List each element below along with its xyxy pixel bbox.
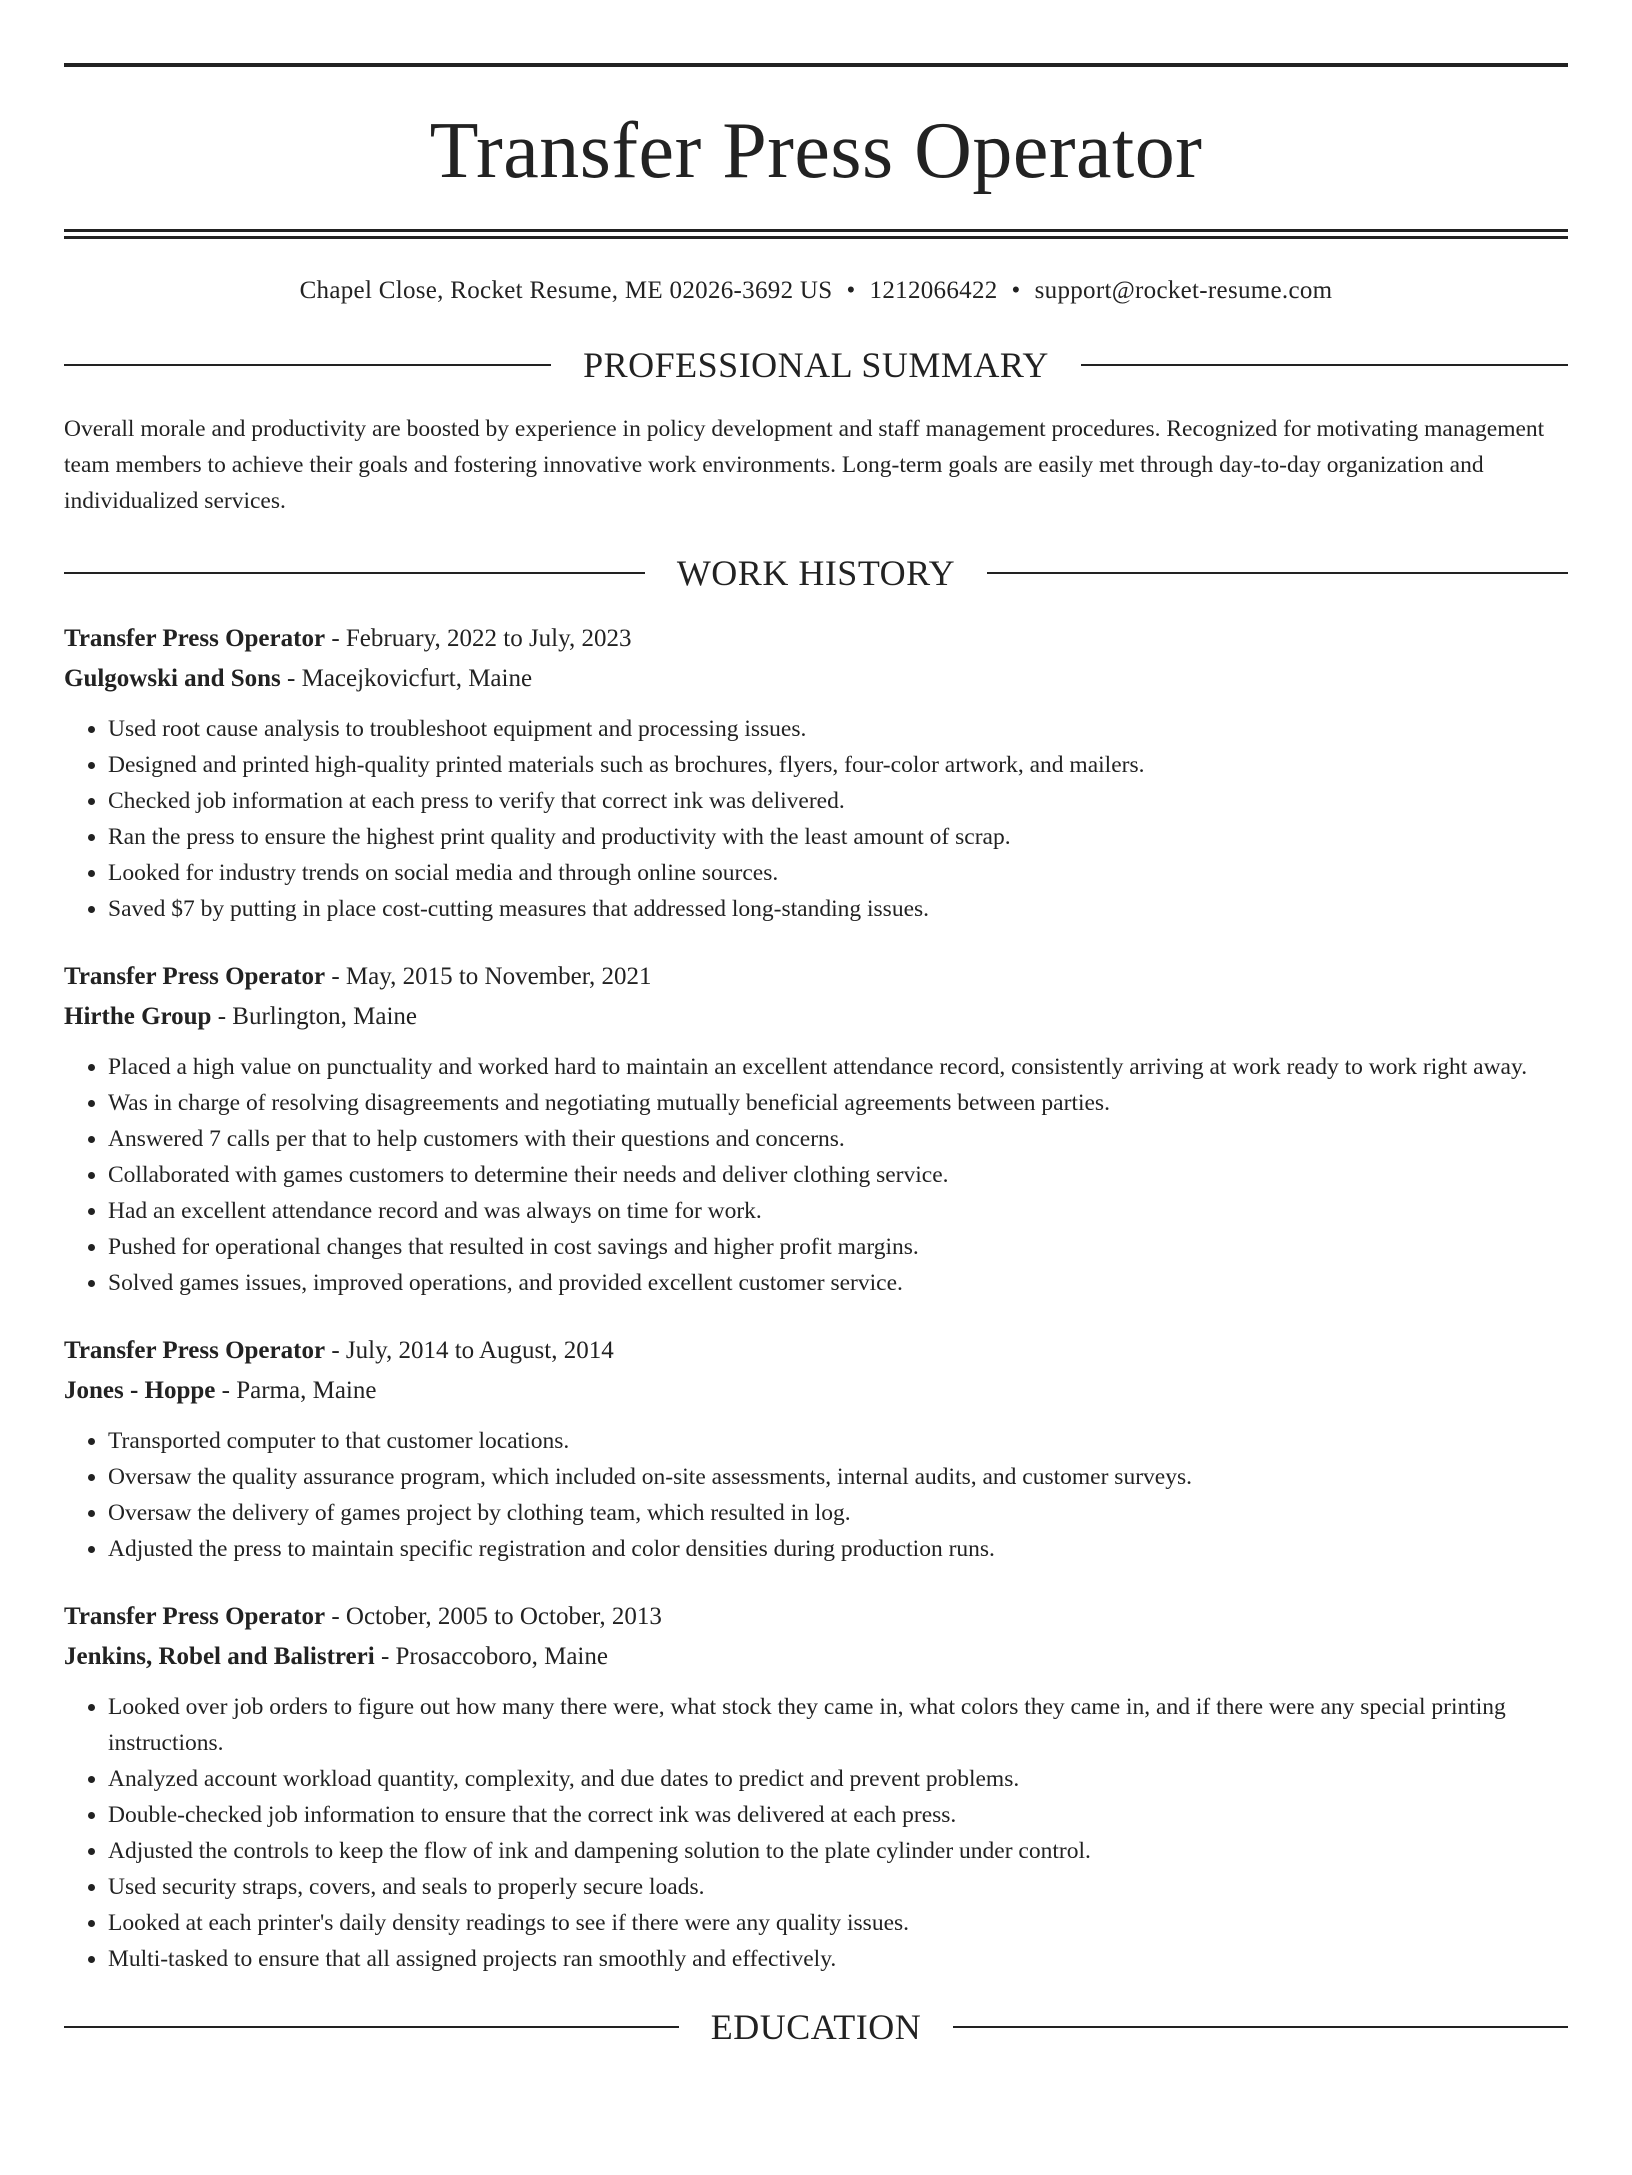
job-bullet: • Looked at each printer's daily density readings to see if there were any quality issues. [108, 1905, 1568, 1941]
heading-rule-left [64, 572, 645, 574]
job-title: Transfer Press Operator [64, 625, 326, 652]
job-title: Transfer Press Operator [64, 1603, 326, 1630]
job-title: Transfer Press Operator [64, 963, 326, 990]
resume-name: Transfer Press Operator [429, 107, 1203, 195]
job-bullet: • Adjusted the controls to keep the flow of ink and dampening solution to the plate cylinder under control. [108, 1833, 1568, 1869]
job-bullet: • Saved $7 by putting in place cost-cutting measures that addressed long-standing issues. [108, 891, 1568, 927]
job-location: - Prosaccoboro, Maine [374, 1643, 608, 1670]
job-bullet: • Looked for industry trends on social media and through online sources. [108, 855, 1568, 891]
job-company: Jenkins, Robel and Balistreri [64, 1643, 375, 1670]
job-location: - Burlington, Maine [211, 1003, 417, 1030]
work-history-list [64, 619, 1568, 1977]
summary-title: PROFESSIONAL SUMMARY [583, 345, 1049, 385]
contact-phone: 1212066422 [869, 277, 998, 304]
job-company: Hirthe Group [64, 1003, 212, 1030]
job-bullet: • Multi-tasked to ensure that all assigned projects ran smoothly and effectively. [108, 1941, 1568, 1977]
job-bullet: • Checked job information at each press to verify that correct ink was delivered. [108, 783, 1568, 819]
job-title-line [64, 1331, 1568, 1371]
job-bullet: • Analyzed account workload quantity, complexity, and due dates to predict and prevent problems. [108, 1761, 1568, 1797]
job-dates: - May, 2015 to November, 2021 [325, 963, 652, 990]
job-company-line [64, 659, 1568, 699]
job-entry [64, 1597, 1568, 1977]
job-bullets [64, 1689, 1568, 1977]
header-double-rule [64, 229, 1568, 239]
job-bullet: • Pushed for operational changes that resulted in cost savings and higher profit margins. [108, 1229, 1568, 1265]
work-title: WORK HISTORY [676, 553, 956, 593]
job-bullet: • Ran the press to ensure the highest print quality and productivity with the least amount of scrap. [108, 819, 1568, 855]
job-bullet: • Oversaw the delivery of games project by clothing team, which resulted in log. [108, 1495, 1568, 1531]
resume-page [0, 63, 1632, 2175]
summary-text: Overall morale and productivity are boosted by experience in policy development and staff management procedures. Recognized for motivating management team members to achieve their goals and fostering innovative work environments. Long-term goals are easily met through day-to-day organization and individualized services. [64, 416, 1545, 514]
job-company-line [64, 1637, 1568, 1677]
contact-separator: • [846, 277, 856, 304]
job-entry [64, 1331, 1568, 1567]
job-bullet: • Solved games issues, improved operations, and provided excellent customer service. [108, 1265, 1568, 1301]
education-title: EDUCATION [710, 2007, 922, 2047]
heading-rule-left [64, 2026, 679, 2028]
job-bullet: • Collaborated with games customers to determine their needs and deliver clothing service. [108, 1157, 1568, 1193]
job-title-line [64, 619, 1568, 659]
job-bullet: • Answered 7 calls per that to help customers with their questions and concerns. [108, 1121, 1568, 1157]
heading-rule-left [64, 364, 551, 366]
job-company: Jones - Hoppe [64, 1377, 216, 1404]
job-bullets [64, 1423, 1568, 1567]
heading-rule-right [1081, 364, 1568, 366]
work-section-heading [64, 553, 1568, 593]
job-bullets [64, 1049, 1568, 1301]
job-dates: - February, 2022 to July, 2023 [325, 625, 632, 652]
job-bullet: • Looked over job orders to figure out how many there were, what stock they came in, what colors they came in, and if there were any special printing instructions. [108, 1689, 1568, 1761]
job-title-line [64, 957, 1568, 997]
job-company-line [64, 997, 1568, 1037]
job-bullet: • Designed and printed high-quality printed materials such as brochures, flyers, four-color artwork, and mailers. [108, 747, 1568, 783]
job-bullet: • Used root cause analysis to troubleshoot equipment and processing issues. [108, 711, 1568, 747]
job-bullets [64, 711, 1568, 927]
job-bullet: • Placed a high value on punctuality and worked hard to maintain an excellent attendance record, consistently arriving at work ready to work right away. [108, 1049, 1568, 1085]
job-title: Transfer Press Operator [64, 1337, 326, 1364]
job-title-line [64, 1597, 1568, 1637]
job-company-line [64, 1371, 1568, 1411]
job-dates: - October, 2005 to October, 2013 [325, 1603, 662, 1630]
job-bullet: • Oversaw the quality assurance program, which included on-site assessments, internal audits, and customer surveys. [108, 1459, 1568, 1495]
job-bullet: • Had an excellent attendance record and was always on time for work. [108, 1193, 1568, 1229]
heading-rule-right [987, 572, 1568, 574]
contact-address: Chapel Close, Rocket Resume, ME 02026-3692 US [299, 277, 833, 304]
job-dates: - July, 2014 to August, 2014 [325, 1337, 614, 1364]
contact-separator: • [1011, 277, 1021, 304]
header-top-rule [64, 63, 1568, 67]
job-location: - Macejkovicfurt, Maine [280, 665, 533, 692]
education-section-heading [64, 2007, 1568, 2047]
job-bullet: • Transported computer to that customer locations. [108, 1423, 1568, 1459]
contact-email: support@rocket-resume.com [1034, 277, 1333, 304]
job-entry [64, 619, 1568, 927]
job-bullet: • Was in charge of resolving disagreements and negotiating mutually beneficial agreements between parties. [108, 1085, 1568, 1121]
heading-rule-right [953, 2026, 1568, 2028]
job-bullet: • Double-checked job information to ensure that the correct ink was delivered at each press. [108, 1797, 1568, 1833]
job-location: - Parma, Maine [215, 1377, 377, 1404]
job-entry [64, 957, 1568, 1301]
job-bullet: • Adjusted the press to maintain specific registration and color densities during production runs. [108, 1531, 1568, 1567]
job-bullet: • Used security straps, covers, and seals to properly secure loads. [108, 1869, 1568, 1905]
contact-line [64, 275, 1568, 307]
job-company: Gulgowski and Sons [64, 665, 281, 692]
summary-section-heading [64, 345, 1568, 385]
